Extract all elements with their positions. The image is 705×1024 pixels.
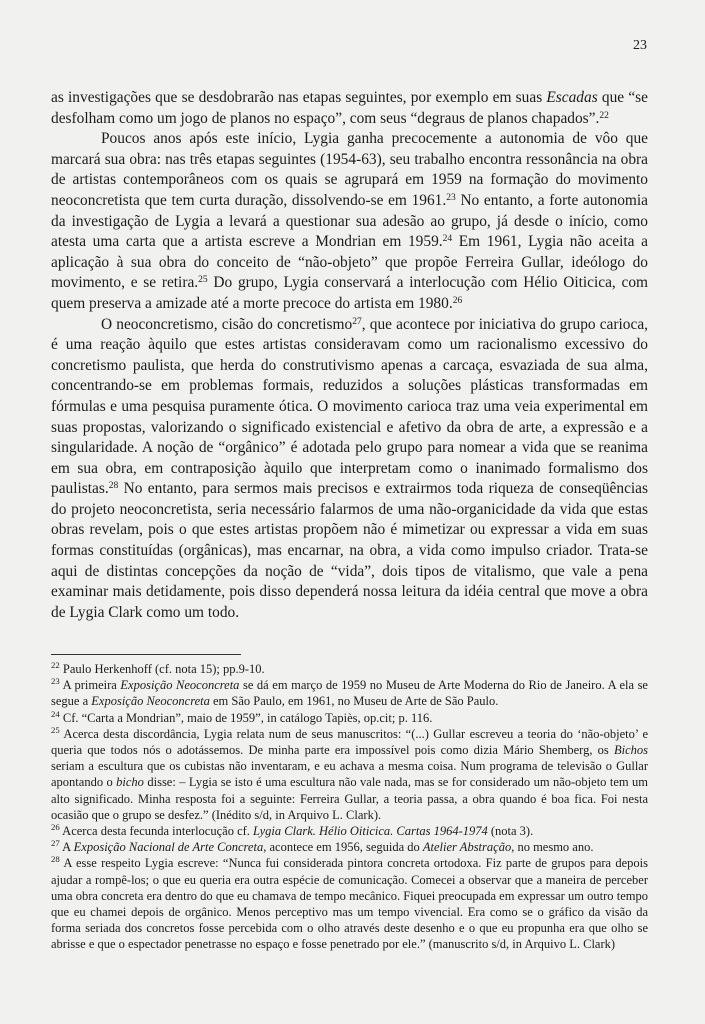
- footnote-ref-25[interactable]: 25: [198, 274, 208, 286]
- page-number: 23: [633, 38, 647, 53]
- footnotes: [51, 661, 648, 953]
- footnote-ref-26[interactable]: 26: [452, 294, 463, 306]
- footnote-27: $^{27}$ A Exposição Nacional de Arte Concreta, acontece em 1956, seguida do Atelier Abstração, no mesmo ano.: [51, 838, 594, 855]
- footnote-ref-22[interactable]: 22: [599, 109, 609, 121]
- footnote-28: $^{28}$ A esse respeito Lygia escreve: “Nunca fui considerada pintora concreta ortodoxa. Fiz parte de grupos para depois ajudar a rompê-los; o que eu queria era outra espécie de comunicação. Comecei a observar que a maneira de perceber uma obra concreta era dentro do que eu chamava de tempo mecânico. Fiquei preocupada em expressar um outro tempo que eu chamei depois de orgânico. Menos perceptivo mas um tempo vivencial. Era como se o gráfico da visão da forma seriada dos concretos fosse percebida com o olho através deste desenho e o que eu propunha era que olho se abrisse e que o espectador penetrasse no espaço e fosse penetrado por ele.” (manuscrito s/d, in Arquivo L. Clark): [51, 854, 648, 952]
- paragraph-3: O neoconcretismo, cisão do concretismo$^{27}$, que acontece por iniciativa do grupo carioca, é uma reação àquilo que estes artistas consideravam como um racionalismo excessivo do concretismo paulista, que herda do construtivismo apenas a carcaça, esvaziada de sua alma, concentrando-se em problemas formais, reduzidos a soluções plásticas transformadas em fórmulas e uma pesquisa puramente ótica. O movimento carioca traz uma veia experimental em suas propostas, valorizando o significado existencial e afetivo da obra de arte, a expressão e a singularidade. A noção de “orgânico” é adotada pelo grupo para nomear a vida que se reanima em sua obra, em contraposição àquilo que interpretam como o inanimado formalismo dos paulistas.$^{28}$ No entanto, para sermos mais precisos e extrairmos toda riqueza de conseqüências do projeto neoconcretista, seria necessário falarmos de uma não-organicidade da vida que estas obras revelam, pois o que estes artistas propõem não é mimetizar ou expressar a vida em suas formas constituídas (orgânicas), mas encarnar, na obra, a vida como impulso criador. Trata-se aqui de distintas concepções da noção de “vida”, dois tipos de vitalismo, que vale a pena examinar mais detidamente, pois disso dependerá nossa leitura da idéia central que move a obra de Lygia Clark como um todo.: [51, 315, 648, 621]
- footnote-23: $^{23}$ A primeira Exposição Neoconcreta se dá em março de 1959 no Museu de Arte Moderna do Rio de Janeiro. A ela se segue a Exposição Neoconcreta em São Paulo, em 1961, no Museu de Arte de São Paulo.: [51, 676, 648, 709]
- footnote-ref-24[interactable]: 24: [442, 232, 453, 244]
- footnote-25: $^{25}$ Acerca desta discordância, Lygia relata num de seus manuscritos: “(...) Gullar escreveu a teoria do ‘não-objeto’ e queria que todos nós o adotássemos. De minha parte era impossível pois como dizia Mário Shemberg, os Bichos seriam a escultura que os cubistas não inventaram, e eu achava a mesma coisa. Num programa de televisão o Gullar apontando o bicho disse: – Lygia se isto é uma escultura não vale nada, mas se for considerado um não-objeto tem um alto significado. Minha resposta foi a seguinte: Ferreira Gullar, a teoria passa, a obra quando é boa fica. Foi nesta ocasião que o grupo se desfez.” (Inédito s/d, in Arquivo L. Clark).: [51, 725, 648, 822]
- footnote-ref-23[interactable]: 23: [446, 191, 456, 203]
- footnote-divider: [51, 654, 241, 655]
- footnote-ref-28[interactable]: 28: [108, 480, 119, 492]
- footnote-26: $^{26}$ Acerca desta fecunda interlocução cf. Lygia Clark. Hélio Oiticica. Cartas 1964-1974 (nota 3).: [51, 822, 534, 839]
- paragraph-2: Poucos anos após este início, Lygia ganha precocemente a autonomia de vôo que marcará sua obra: nas três etapas seguintes (1954-63), seu trabalho encontra ressonância na obra de artistas contemporâneos com os quais se agrupará em 1959 na formação do movimento neoconcretista que tem curta duração, dissolvendo-se em 1961.23 No entanto, a forte autonomia da investigação de Lygia a levará a questionar sua adesão ao grupo, já desde o início, como atesta uma carta que a artista escreve a Mondrian em 1959.24 Em 1961, Lygia não aceita a aplicação à sua obra do conceito de “não-objeto” que propõe Ferreira Gullar, ideólogo do movimento, e se retira.$^{25}$ Do grupo, Lygia conservará a interlocução com Hélio Oiticica, com quem preserva a amizade até a morte precoce do artista em 1980.26: [51, 130, 648, 312]
- footnote-22: $^{22}$ Paulo Herkenhoff (cf. nota 15); pp.9-10.: [51, 660, 265, 676]
- footnote-24: $^{24}$ Cf. “Carta a Mondrian”, maio de 1959”, in catálogo Tapiès, op.cit; p. 116.: [51, 708, 433, 725]
- main-text: [51, 88, 648, 623]
- paragraph-1: as investigações que se desdobrarão nas etapas seguintes, por exemplo em suas Escadas que “se desfolham como um jogo de planos no espaço”, com seus “degraus de planos chapados”.$^{22}$: [51, 89, 648, 127]
- footnote-ref-27[interactable]: 27: [352, 315, 362, 327]
